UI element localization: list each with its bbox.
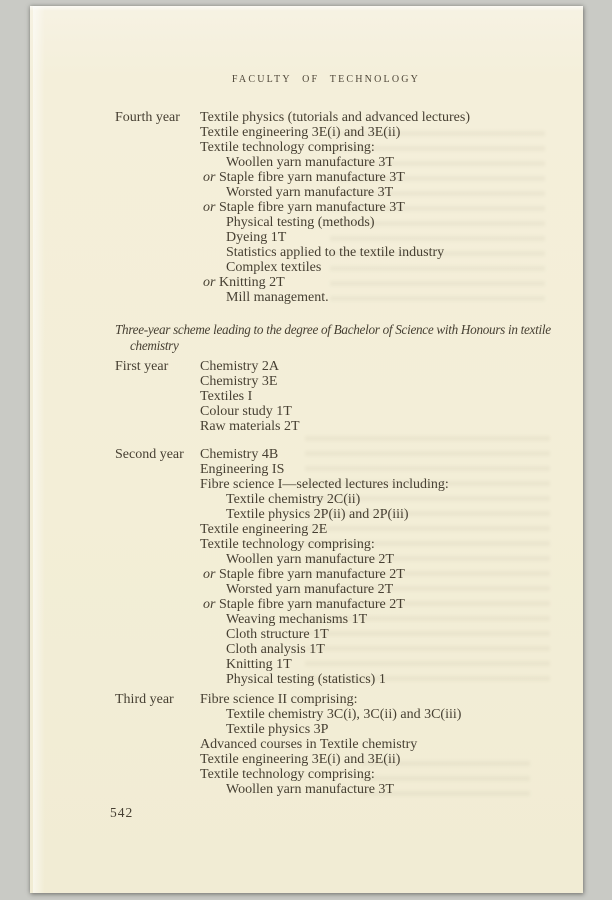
course-line: Chemistry 4B — [200, 447, 279, 462]
course-list — [200, 359, 567, 434]
course-line: Textile chemistry 2C(ii) — [226, 492, 361, 507]
course-line: Statistics applied to the textile industry — [226, 245, 445, 260]
or-marker: or — [203, 200, 216, 215]
course-line: Fibre science II comprising: — [200, 692, 358, 707]
course-line: Fibre science I—selected lectures including: — [200, 477, 449, 492]
course-line: or Staple fibre yarn manufacture 3T — [203, 170, 405, 185]
page-number: 542 — [110, 805, 134, 820]
course-line: Cloth structure 1T — [226, 627, 329, 642]
course-line: Knitting 1T — [226, 657, 292, 672]
course-line: Textile technology comprising: — [200, 537, 375, 552]
year-block-second-year — [115, 447, 567, 687]
course-line: Woollen yarn manufacture 3T — [226, 155, 394, 170]
year-block-first-year — [115, 359, 567, 434]
course-line: Complex textiles — [226, 260, 322, 275]
course-line: Cloth analysis 1T — [226, 642, 325, 657]
course-line: Textile engineering 3E(i) and 3E(ii) — [200, 125, 401, 140]
scheme-heading — [115, 322, 567, 354]
year-block-third-year — [115, 692, 567, 797]
text-column — [115, 74, 567, 797]
course-line: Chemistry 2A — [200, 359, 279, 374]
course-line: Physical testing (methods) — [226, 215, 375, 230]
course-line: Worsted yarn manufacture 3T — [226, 185, 394, 200]
year-label: Third year — [115, 692, 174, 707]
course-list — [200, 110, 567, 305]
scheme-heading-line: Three-year scheme leading to the degree of Bachelor of Science with Honours in textile — [115, 322, 551, 337]
course-line: Worsted yarn manufacture 2T — [226, 582, 394, 597]
course-line: Physical testing (statistics) 1 — [226, 672, 386, 687]
or-marker: or — [203, 170, 216, 185]
course-line: Mill management. — [226, 290, 329, 305]
book-page — [30, 6, 583, 893]
course-line: Textiles I — [200, 389, 253, 404]
course-line: Textile engineering 2E — [200, 522, 328, 537]
course-line: or Staple fibre yarn manufacture 2T — [203, 567, 405, 582]
scheme-heading-line: chemistry — [130, 338, 179, 353]
course-line: Textile technology comprising: — [200, 767, 375, 782]
course-list — [200, 447, 567, 687]
course-line: Woollen yarn manufacture 3T — [226, 782, 394, 797]
course-line: Engineering IS — [200, 462, 285, 477]
course-line: Woollen yarn manufacture 2T — [226, 552, 394, 567]
course-line: Dyeing 1T — [226, 230, 287, 245]
course-line: Textile physics 3P — [226, 722, 329, 737]
year-label: Second year — [115, 447, 184, 462]
course-line: Chemistry 3E — [200, 374, 278, 389]
course-line: Weaving mechanisms 1T — [226, 612, 368, 627]
course-line: or Knitting 2T — [203, 275, 285, 290]
course-line: Colour study 1T — [200, 404, 292, 419]
or-marker: or — [203, 275, 216, 290]
course-list — [200, 692, 567, 797]
year-label: First year — [115, 359, 169, 374]
course-line: or Staple fibre yarn manufacture 3T — [203, 200, 405, 215]
course-line: Textile physics 2P(ii) and 2P(iii) — [226, 507, 409, 522]
course-line: Textile technology comprising: — [200, 140, 375, 155]
course-line: Advanced courses in Textile chemistry — [200, 737, 418, 752]
or-marker: or — [203, 597, 216, 612]
year-block-fourth-year — [115, 110, 567, 305]
year-label: Fourth year — [115, 110, 180, 125]
course-line: Textile physics (tutorials and advanced lectures) — [200, 110, 470, 125]
running-head: FACULTY OF TECHNOLOGY — [231, 74, 421, 85]
course-line: Textile chemistry 3C(i), 3C(ii) and 3C(iii) — [226, 707, 462, 722]
or-marker: or — [203, 567, 216, 582]
course-line: Textile engineering 3E(i) and 3E(ii) — [200, 752, 401, 767]
course-line: or Staple fibre yarn manufacture 2T — [203, 597, 405, 612]
course-line: Raw materials 2T — [200, 419, 300, 434]
